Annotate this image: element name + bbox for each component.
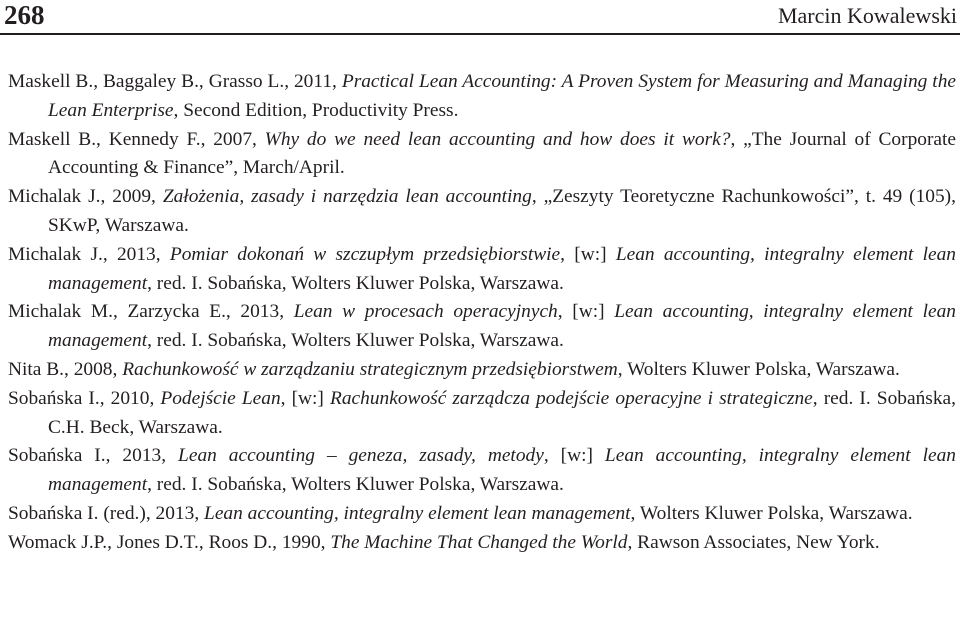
reference-publisher: , red. I. Sobańska, C.H. Beck, Warszawa. [48,387,956,438]
reference-item [8,126,956,184]
reference-publisher: , red. I. Sobańska, Wolters Kluwer Polska, Warszawa. [147,330,564,352]
reference-authors: Michalak J., 2013, [8,243,170,265]
reference-title: Lean accounting – geneza, zasady, metody [178,445,544,467]
reference-item [8,183,956,241]
reference-item [8,68,956,126]
reference-publisher: , red. I. Sobańska, Wolters Kluwer Polska, Warszawa. [147,474,564,496]
reference-title: Podejście Lean [160,387,281,409]
reference-title: The Machine That Changed the World [330,531,628,553]
reference-authors: Maskell B., Kennedy F., 2007, [8,128,265,150]
reference-authors: Nita B., 2008, [8,358,123,380]
page-header [0,0,960,34]
reference-details: , [w:] [557,301,615,323]
reference-title: Założenia, zasady i narzędzia lean accounting [162,186,532,208]
reference-item [8,385,956,443]
reference-item [8,241,956,299]
reference-list [8,68,956,558]
reference-authors: Sobańska I. (red.), 2013, [8,502,205,524]
reference-title: Lean w procesach operacyjnych [293,301,558,323]
reference-authors: Sobańska I., 2010, [8,387,161,409]
reference-item [8,356,956,385]
reference-book-title: Rachunkowość zarządcza podejście operacyjne i strategiczne [329,387,813,409]
reference-details: , „The Journal of Corporate Accounting & Finance”, March/April. [48,128,957,179]
reference-book-title: Lean accounting, integralny element lean management [48,445,956,496]
reference-title: Rachunkowość w zarządzaniu strategicznym przedsiębiorstwem [122,358,618,380]
reference-details: , Rawson Associates, New York. [627,531,880,553]
reference-item [8,529,956,558]
reference-authors: Michalak M., Zarzycka E., 2013, [8,301,294,323]
reference-item [8,442,956,500]
reference-authors: Michalak J., 2009, [8,186,163,208]
reference-book-title: Lean accounting, integralny element lean management [48,243,956,294]
reference-item [8,298,956,356]
header-rule [0,33,960,35]
reference-authors: Sobańska I., 2013, [8,445,179,467]
reference-title: Lean accounting, integralny element lean management [204,502,631,524]
reference-details: , „Zeszyty Teoretyczne Rachunkowości”, t. 49 (105), SKwP, Warszawa. [48,186,956,236]
reference-item [8,500,956,529]
reference-details: , Second Edition, Productivity Press. [173,99,459,121]
reference-details: , Wolters Kluwer Polska, Warszawa. [617,358,900,380]
reference-authors: Maskell B., Baggaley B., Grasso L., 2011, [8,71,342,92]
reference-details: , [w:] [280,387,330,409]
reference-title: Practical Lean Accounting: A Proven System for Measuring and Managing the Lean Enterprise [48,71,956,121]
running-head-author: Marcin Kowalewski [777,3,957,28]
reference-details: , [w:] [560,243,616,265]
page-number: 268 [4,0,45,30]
reference-details: , [w:] [543,445,605,467]
reference-book-title: Lean accounting, integralny element lean management [48,301,956,352]
reference-authors: Womack J.P., Jones D.T., Roos D., 1990, [8,531,331,553]
reference-details: , Wolters Kluwer Polska, Warszawa. [630,502,913,524]
reference-title: Pomiar dokonań w szczupłym przedsiębiorstwie [169,243,561,265]
reference-title: Why do we need lean accounting and how does it work? [264,128,731,150]
reference-publisher: , red. I. Sobańska, Wolters Kluwer Polska, Warszawa. [147,272,564,294]
